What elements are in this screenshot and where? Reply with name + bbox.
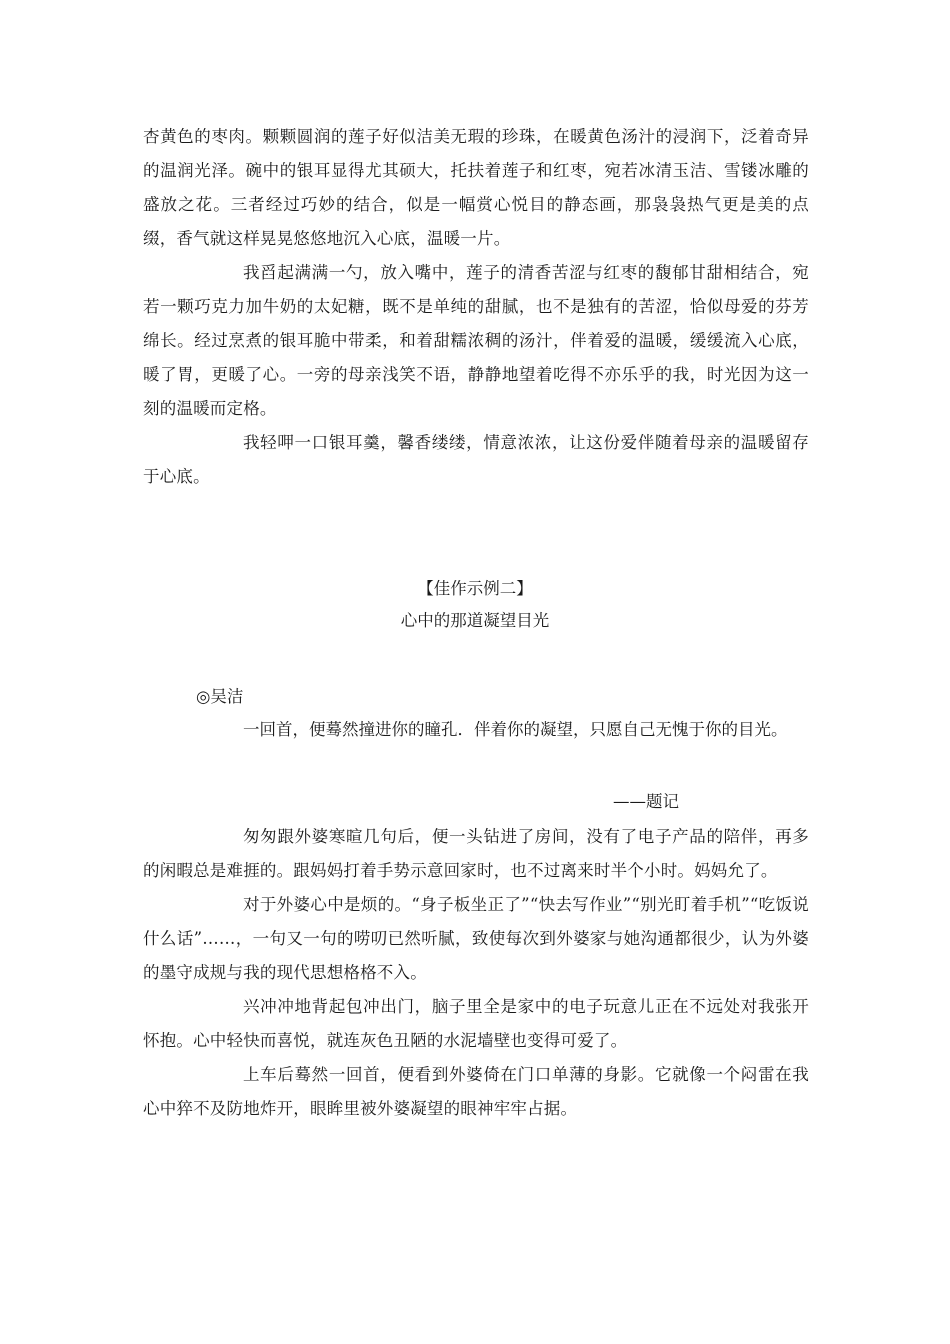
essay2-paragraph-3: 兴冲冲地背起包冲出门，脑子里全是家中的电子玩意儿正在不远处对我张开怀抱。心中轻快而喜悦，就连灰色丑陋的水泥墙壁也变得可爱了。 (143, 997, 809, 1050)
essay-title: 心中的那道凝望目光 (400, 611, 550, 630)
essay1-paragraph-3: 我轻呷一口银耳羹，馨香缕缕，情意浓浓，让这份爱伴随着母亲的温暖留存于心底。 (143, 433, 809, 486)
epigraph-signature: ——题记 (613, 792, 679, 811)
example-label: 【佳作示例二】 (417, 579, 533, 598)
essay2-body (143, 820, 809, 1126)
essay2-paragraph-1: 匆匆跟外婆寒暄几句后，便一头钻进了房间，没有了电子产品的陪伴，再多的闲暇总是难捱的。跟妈妈打着手势示意回家时，也不过离来时半个小时。妈妈允了。 (143, 827, 809, 880)
essay2-paragraph-2: 对于外婆心中是烦的。“身子板坐正了”“快去写作业”“别光盯着手机”“吃饭说什么话”……，一句又一句的唠叨已然听腻，致使每次到外婆家与她沟通都很少，认为外婆的墨守成规与我的现代思想格格不入。 (143, 895, 809, 982)
epigraph-text: 一回首，便蓦然撞进你的瞳孔．伴着你的凝望，只愿自己无愧于你的目光。 (243, 720, 788, 739)
author-name: ◎吴洁 (196, 687, 244, 706)
essay1-body (143, 120, 809, 494)
essay1-paragraph-2: 我舀起满满一勺，放入嘴中，莲子的清香苦涩与红枣的馥郁甘甜相结合，宛若一颗巧克力加牛奶的太妃糖，既不是单纯的甜腻，也不是独有的苦涩，恰似母爱的芬芳绵长。经过烹煮的银耳脆中带柔，和着甜糯浓稠的汤汁，伴着爱的温暖，缓缓流入心底，暖了胃，更暖了心。一旁的母亲浅笑不语，静静地望着吃得不亦乐乎的我，时光因为这一刻的温暖而定格。 (143, 263, 809, 418)
essay1-paragraph-1: 杏黄色的枣肉。颗颗圆润的莲子好似洁美无瑕的珍珠，在暖黄色汤汁的浸润下，泛着奇异的温润光泽。碗中的银耳显得尤其硕大，托扶着莲子和红枣，宛若冰清玉洁、雪镂冰雕的盛放之花。三者经过巧妙的结合，似是一幅赏心悦目的静态画，那袅袅热气更是美的点缀，香气就这样晃晃悠悠地沉入心底，温暖一片。 (143, 127, 809, 248)
essay2-paragraph-4: 上车后蓦然一回首，便看到外婆倚在门口单薄的身影。它就像一个闷雷在我心中猝不及防地炸开，眼眸里被外婆凝望的眼神牢牢占据。 (143, 1065, 809, 1118)
